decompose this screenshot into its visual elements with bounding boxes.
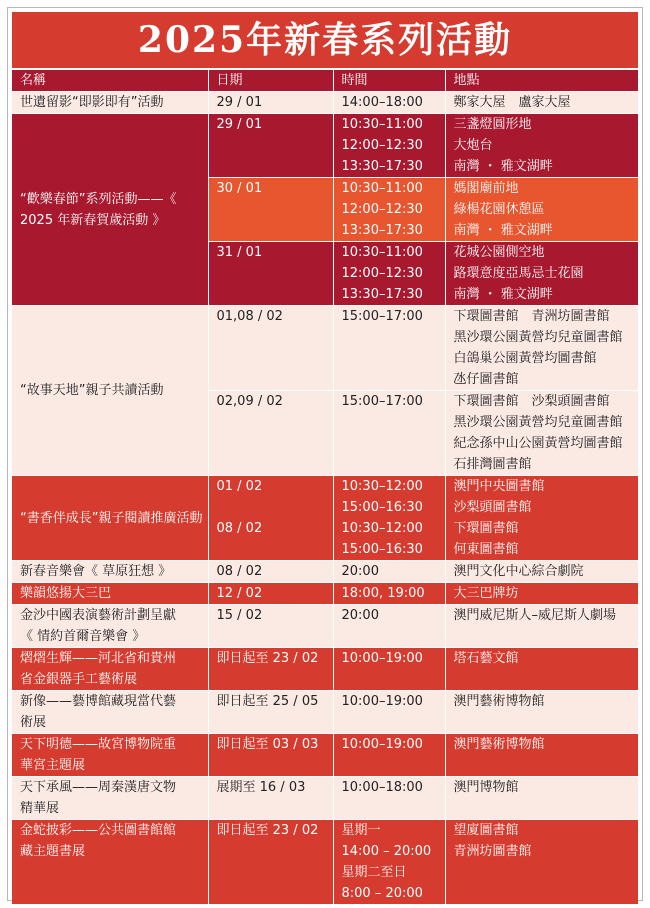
event-date: 29 / 01	[208, 114, 333, 178]
header-venue: 地點	[445, 70, 638, 92]
event-venue: 澳門文化中心綜合劇院	[445, 561, 638, 583]
time-line: 10:30–11:00	[341, 117, 423, 132]
time-line: 15:00–16:30	[341, 542, 423, 557]
table-row	[12, 648, 638, 691]
table-row	[12, 777, 638, 820]
venue-line: 南灣 ・ 雅文湖畔	[453, 287, 553, 302]
venue-line: 澳門中央圖書館	[453, 479, 545, 494]
event-name	[12, 734, 208, 777]
time-line: 星期一	[341, 823, 381, 838]
event-venue	[445, 114, 638, 178]
event-name	[12, 777, 208, 820]
event-date: 31 / 01	[208, 242, 333, 306]
event-venue	[445, 391, 638, 476]
event-date: 即日起至 23 / 02	[208, 648, 333, 691]
time-line: 12:00–12:30	[341, 202, 423, 217]
venue-line: 何東圖書館	[453, 542, 519, 557]
table-row	[12, 561, 638, 583]
table-row	[12, 691, 638, 734]
venue-line: 下環圖書館 沙梨頭圖書館	[453, 394, 610, 409]
date-line	[217, 497, 333, 518]
event-venue	[445, 242, 638, 306]
venue-line: 綠楊花園休憩區	[453, 202, 545, 217]
name-line: 金蛇披彩——公共圖書館館	[20, 823, 177, 838]
event-time: 18:00, 19:00	[333, 583, 445, 605]
event-venue: 澳門威尼斯人–威尼斯人劇場	[445, 605, 638, 648]
table-row	[12, 583, 638, 605]
event-time	[333, 178, 445, 242]
event-venue: 塔石藝文館	[445, 648, 638, 691]
event-date: 即日起至 23 / 02	[208, 820, 333, 905]
event-time: 10:00–19:00	[333, 734, 445, 777]
time-line: 10:30–12:00	[341, 521, 423, 536]
time-line: 10:30–12:00	[341, 479, 423, 494]
name-line: 天下明德——故宮博物院重	[20, 737, 177, 752]
time-line: 10:30–11:00	[341, 181, 423, 196]
name-line: 《 情約首爾音樂會 》	[20, 629, 146, 644]
event-time	[333, 476, 445, 561]
event-date: 08 / 02	[208, 561, 333, 583]
event-time	[333, 242, 445, 306]
event-venue: 澳門藝術博物館	[445, 734, 638, 777]
event-name	[12, 648, 208, 691]
time-line: 13:30–17:30	[341, 159, 423, 174]
header-name: 名稱	[12, 70, 208, 92]
event-name: “故事天地”親子共讀活動	[12, 306, 208, 476]
time-line: 10:30–11:00	[341, 245, 423, 260]
venue-line: 下環圖書館	[453, 521, 519, 536]
name-line: 金沙中國表演藝術計劃呈獻	[20, 608, 177, 623]
page-title: 2025年新春系列活動	[12, 12, 638, 68]
venue-line: 下環圖書館 青洲坊圖書館	[453, 309, 610, 324]
event-venue	[445, 178, 638, 242]
name-line: 天下承風——周秦漢唐文物	[20, 780, 177, 795]
venue-line: 花城公園側空地	[453, 245, 545, 260]
table-row	[12, 92, 638, 114]
time-line: 13:30–17:30	[341, 223, 423, 238]
event-date: 29 / 01	[208, 92, 333, 114]
time-line: 12:00–12:30	[341, 266, 423, 281]
event-name: 世遺留影“即影即有”活動	[12, 92, 208, 114]
venue-line: 望廈圖書館	[453, 823, 519, 838]
name-line: 華宮主題展	[20, 758, 86, 773]
event-time: 14:00–18:00	[333, 92, 445, 114]
name-line: 省金銀器手工藝術展	[20, 672, 138, 687]
event-time: 20:00	[333, 561, 445, 583]
time-line: 星期二至日	[341, 865, 407, 880]
venue-line: 石排灣圖書館	[453, 457, 532, 472]
time-line: 13:30–17:30	[341, 287, 423, 302]
time-line: 14:00 – 20:00	[341, 844, 432, 859]
time-line: 8:00 – 20:00	[341, 886, 423, 901]
event-time: 15:00–17:00	[333, 306, 445, 391]
name-line: 熠熠生輝——河北省和貴州	[20, 651, 177, 666]
table-row	[12, 114, 638, 178]
event-venue	[445, 306, 638, 391]
event-date: 15 / 02	[208, 605, 333, 648]
event-date: 即日起至 25 / 05	[208, 691, 333, 734]
venue-line: 路環意度亞馬忌士花園	[453, 266, 584, 281]
date-line: 08 / 02	[216, 521, 263, 536]
venue-line: 沙梨頭圖書館	[453, 500, 532, 515]
event-time: 20:00	[333, 605, 445, 648]
event-date: 02,09 / 02	[208, 391, 333, 476]
venue-line: 三盞燈圓形地	[453, 117, 532, 132]
event-name: “歡樂春節”系列活動——《 2025 年新春賀歲活動 》	[12, 114, 208, 306]
name-line: 藏主題書展	[20, 844, 86, 859]
event-venue: 澳門藝術博物館	[445, 691, 638, 734]
schedule-table	[12, 70, 638, 905]
venue-line: 紀念孫中山公園黃營均圖書館	[453, 436, 623, 451]
event-name	[12, 605, 208, 648]
event-venue: 鄭家大屋 盧家大屋	[445, 92, 638, 114]
table-row	[12, 306, 638, 391]
name-line: 新像——藝博館藏現當代藝	[20, 694, 177, 709]
table-row	[12, 476, 638, 561]
header-time: 時間	[333, 70, 445, 92]
venue-line: 黑沙環公園黃營均兒童圖書館	[453, 330, 623, 345]
table-row	[12, 605, 638, 648]
event-venue: 大三巴牌坊	[445, 583, 638, 605]
event-time	[333, 114, 445, 178]
name-line: 精華展	[20, 801, 60, 816]
event-venue	[445, 476, 638, 561]
venue-line: 白鴿巢公園黃營均圖書館	[453, 351, 597, 366]
date-line	[217, 539, 333, 560]
event-time: 10:00–18:00	[333, 777, 445, 820]
name-line: 術展	[20, 715, 47, 730]
event-date	[208, 476, 333, 561]
event-date: 30 / 01	[208, 178, 333, 242]
time-line: 12:00–12:30	[341, 138, 423, 153]
venue-line: 大炮台	[453, 138, 493, 153]
venue-line: 南灣 ・ 雅文湖畔	[453, 159, 553, 174]
event-time	[333, 820, 445, 905]
event-date: 即日起至 03 / 03	[208, 734, 333, 777]
venue-line: 黑沙環公園黃營均兒童圖書館	[453, 415, 623, 430]
event-date: 01,08 / 02	[208, 306, 333, 391]
header-date: 日期	[208, 70, 333, 92]
table-row	[12, 820, 638, 905]
venue-line: 氹仔圖書館	[453, 372, 519, 387]
venue-line: 媽閣廟前地	[453, 181, 519, 196]
event-name: “書香伴成長”親子閱讀推廣活動	[12, 476, 208, 561]
event-venue	[445, 820, 638, 905]
time-line: 15:00–16:30	[341, 500, 423, 515]
event-date: 展期至 16 / 03	[208, 777, 333, 820]
event-name	[12, 820, 208, 905]
venue-line: 南灣 ・ 雅文湖畔	[453, 223, 553, 238]
event-date: 12 / 02	[208, 583, 333, 605]
venue-line: 青洲坊圖書館	[453, 844, 532, 859]
event-time: 15:00–17:00	[333, 391, 445, 476]
event-name	[12, 691, 208, 734]
event-time: 10:00–19:00	[333, 691, 445, 734]
event-time: 10:00–19:00	[333, 648, 445, 691]
event-name: 樂韻悠揚大三巴	[12, 583, 208, 605]
date-line: 01 / 02	[216, 479, 263, 494]
table-row	[12, 734, 638, 777]
header-row	[12, 70, 638, 92]
event-venue: 澳門博物館	[445, 777, 638, 820]
event-name: 新春音樂會《 草原狂想 》	[12, 561, 208, 583]
